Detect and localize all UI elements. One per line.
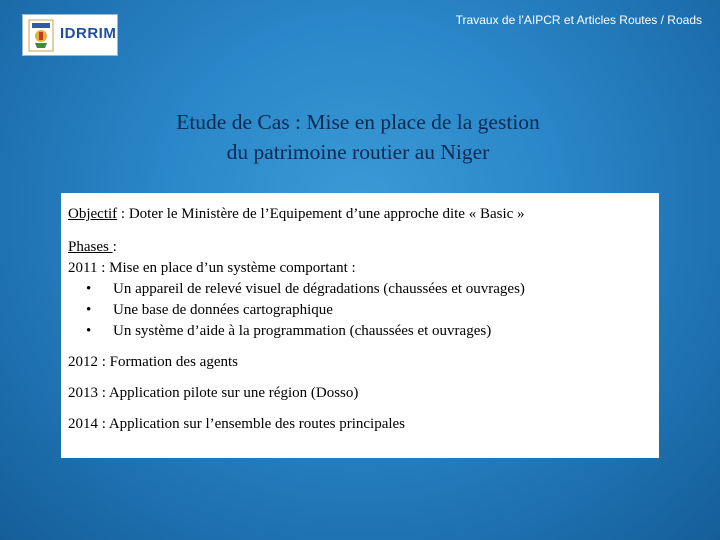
- list-item: • Une base de données cartographique: [68, 300, 659, 321]
- phase-2013: 2013 : Application pilote sur une région (Dosso): [68, 385, 359, 401]
- aipcr-emblem-icon: [28, 19, 54, 52]
- idrrim-logo: [22, 14, 118, 56]
- list-item: • Un système d’aide à la programmation (chaussées et ouvrages): [68, 321, 659, 342]
- header-tagline: Travaux de l’AIPCR et Articles Routes / Roads: [455, 13, 702, 27]
- phase-2014: 2014 : Application sur l’ensemble des routes principales: [68, 416, 406, 432]
- phase-2012: 2012 : Formation des agents: [68, 354, 238, 370]
- phase-2011: 2011 : Mise en place d’un système comportant :: [68, 260, 356, 276]
- objectif-label: Objectif: [68, 206, 118, 222]
- logo-text: IDRRIM: [60, 25, 117, 42]
- phases-heading: [68, 237, 659, 258]
- slide-title: [60, 107, 656, 167]
- content-box: [61, 193, 659, 458]
- title-line-2: du patrimoine routier au Niger: [226, 140, 490, 164]
- phases-label: Phases: [68, 239, 113, 255]
- list-item: • Un appareil de relevé visuel de dégradations (chaussées et ouvrages): [68, 279, 659, 300]
- system-components-list: [68, 279, 659, 342]
- title-line-1: Etude de Cas : Mise en place de la gestion: [176, 110, 540, 134]
- objectif-text: : Doter le Ministère de l’Equipement d’une approche dite « Basic »: [117, 206, 525, 222]
- objectif-paragraph: [68, 204, 659, 225]
- phases-colon: :: [112, 239, 117, 255]
